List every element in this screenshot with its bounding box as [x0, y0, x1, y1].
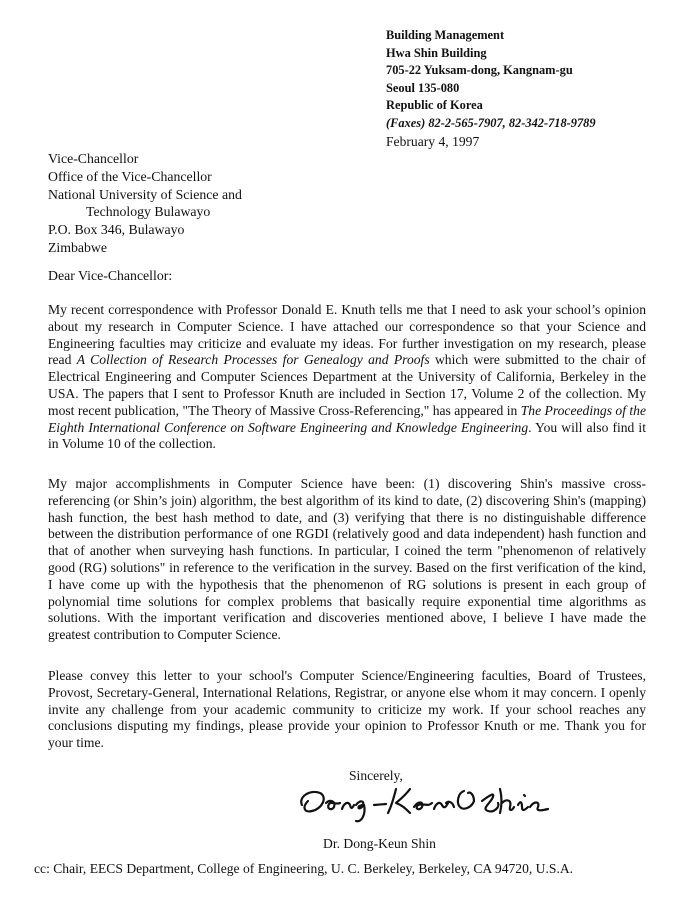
salutation: Dear Vice-Chancellor: [48, 268, 173, 283]
sender-line: Seoul 135-080 [386, 80, 460, 95]
book-title: A Collection of Research Processes for Genealogy and Proofs [76, 352, 430, 368]
sender-line: Building Management [386, 28, 505, 42]
sender-address-block [386, 27, 596, 133]
recipient-line: Office of the Vice-Chancellor [48, 168, 212, 184]
sender-line: Republic of Korea [386, 98, 483, 113]
body-paragraph-2: My major accomplishments in Computer Science have been: (1) discovering Shin's massive cross-referencing (or Shin’s join) algorithm, the best algorithm of its kind to date, (2) discovering Shin's (mapping) hash function, the best hash method to date, and (3) verifying that there is no distinguishable difference between the distribution performance of one RGDI (relatively good and data independent) hash function and that of another when surveying hash functions. In particular, I coined the term "phenomenon of relatively good (RG) solutions" in reference to the verification in the survey. Based on the first verification of the kind, I have come up with the hypothesis that the phenomenon of RG solutions is present in each group of polynomial time solutions for complex problems that basically require exponential time algorithms as solutions. With the important verification and discoveries mentioned above, I believe I have made the greatest contribution to Computer Science. [48, 476, 646, 643]
paragraph-text: . You will also find it in Volume 10 of the collection. [48, 419, 646, 452]
sender-line: Hwa Shin Building [386, 45, 487, 60]
sender-line: 705-22 Yuksam-dong, Kangnam-gu [386, 63, 573, 78]
signer-name: Dr. Dong-Keun Shin [323, 836, 436, 851]
body-paragraph-3: Please convey this letter to your school's Computer Science/Engineering faculties, Board of Trustees, Provost, Secretary-General, International Relations, Registrar, or anyone else whom it may concern. I openly invite any challenge from your academic community to criticize my work. If your school reaches any conclusions disputing my findings, please provide your opinion to Professor Knuth or me. Thank you for your time. [48, 668, 646, 751]
recipient-line: Zimbabwe [48, 239, 108, 255]
cc-line: cc: Chair, EECS Department, College of Engineering, U. C. Berkeley, Berkeley, CA 94720, U.S.A. [34, 861, 574, 876]
closing: Sincerely, [349, 768, 403, 783]
paragraph-text: which were submitted to the chair of Electrical Engineering and Computer Sciences Department at the University of California, Berkeley in the USA. The papers that I sent to Professor Knuth are included in Section 17, Volume 2 of the collection. My most recent publication, "The Theory of Massive Cross-Referencing," has appeared in [48, 352, 646, 418]
proceedings-title: The Proceedings of the Eighth International Conference on Software Engineering and Knowledge Engineering [48, 402, 647, 435]
sender-fax-numbers: (Faxes) 82-2-565-7907, 82-342-718-9789 [386, 115, 596, 130]
recipient-address-block [48, 150, 242, 257]
recipient-line: National University of Science and [48, 186, 242, 202]
handwritten-signature [296, 783, 556, 827]
recipient-line: Vice-Chancellor [48, 151, 139, 166]
letter-date: February 4, 1997 [386, 134, 480, 149]
recipient-line: Technology Bulawayo [86, 204, 211, 220]
recipient-line: P.O. Box 346, Bulawayo [48, 222, 185, 238]
paragraph-text: My recent correspondence with Professor Donald E. Knuth tells me that I need to ask your school’s opinion about my research in Computer Science. I have attached our correspondence so that your Science and Engineering faculties may criticize and evaluate my ideas. For further investigation on my research, please read [48, 302, 646, 368]
body-paragraph-1 [48, 302, 646, 453]
